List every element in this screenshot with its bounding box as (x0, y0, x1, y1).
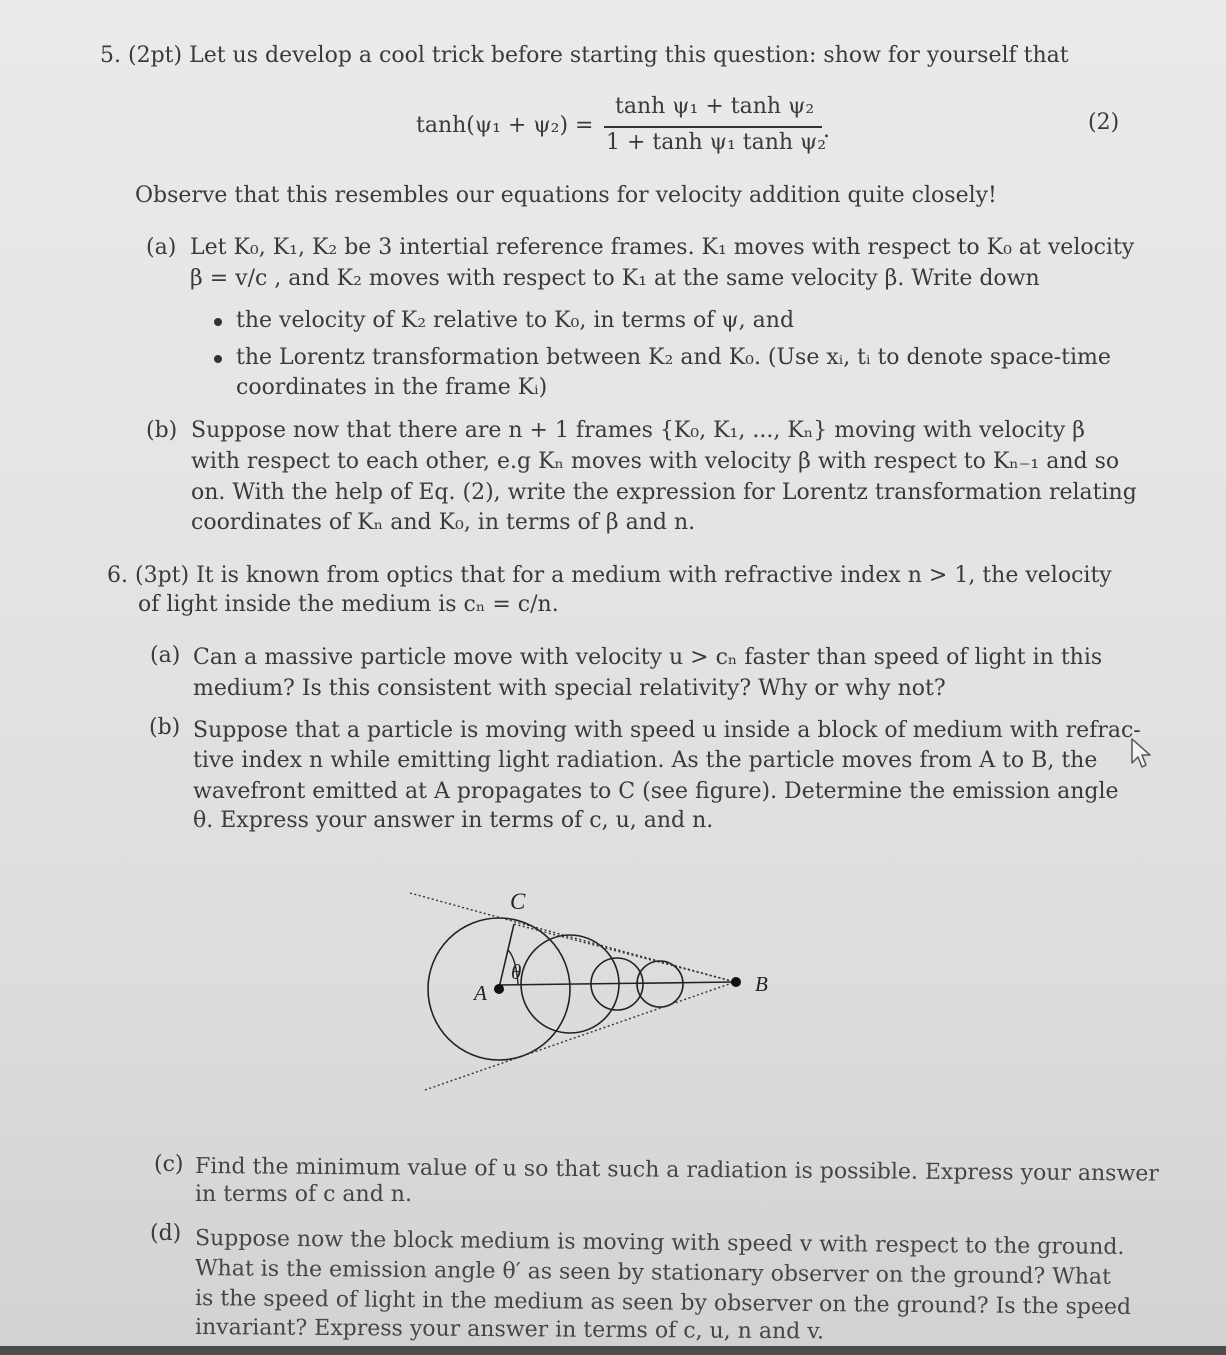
q6b-line2: tive index n while emitting light radiation. As the particle moves from A to B, the (193, 748, 1098, 773)
axis-line (499, 982, 735, 985)
lower-cone-line (425, 982, 735, 1090)
q6-intro-line1: It is known from optics that for a medium with refractive index n > 1, the velocity (196, 563, 1112, 588)
q5a-bullet-2-line2: coordinates in the frame Kᵢ) (236, 375, 548, 400)
eq2-fraction-bar (604, 126, 822, 128)
eq2-number: (2) (1088, 110, 1120, 135)
eq2-denominator: 1 + tanh ψ₁ tanh ψ₂ (606, 130, 827, 155)
cherenkov-figure (400, 878, 800, 1108)
q6-line1 (107, 561, 1112, 591)
mouse-cursor-icon (1130, 737, 1156, 771)
q6d-line4: invariant? Express your answer in terms of c, u, n and v. (194, 1315, 825, 1345)
label-a: A (474, 981, 487, 1005)
q5a-bullet-1: the velocity of K₂ relative to K₀, in terms of ψ, and (236, 308, 795, 333)
q6-number: 6. (107, 563, 128, 588)
q5a-bullet-1-dot (214, 318, 222, 326)
q6c-line2: in terms of c and n. (195, 1182, 412, 1207)
q5-points: (2pt) (128, 43, 183, 68)
q6a-line2: medium? Is this consistent with special relativity? Why or why not? (193, 676, 946, 701)
bottom-edge-bar (0, 1346, 1226, 1355)
q5-intro: Let us develop a cool trick before starting this question: show for yourself that (189, 43, 1069, 68)
q6a-label: (a) (150, 643, 181, 668)
eq2-lhs: tanh(ψ₁ + ψ₂) = (416, 113, 594, 138)
label-b: B (755, 972, 768, 996)
q5-number: 5. (100, 43, 121, 68)
q5b-line4: coordinates of Kₙ and K₀, in terms of β and n. (191, 510, 696, 535)
q5a-line1: Let K₀, K₁, K₂ be 3 intertial reference frames. K₁ moves with respect to K₀ at velocity (190, 235, 1135, 260)
q5-header (100, 41, 1069, 71)
q6d-line1: Suppose now the block medium is moving with speed v with respect to the ground. (194, 1226, 1125, 1260)
q6-line2: of light inside the medium is cₙ = c/n. (138, 592, 559, 617)
q6d-line2: What is the emission angle θ′ as seen by stationary observer on the ground? What (194, 1256, 1112, 1290)
point-b-dot (731, 977, 741, 987)
q5b-line2: with respect to each other, e.g Kₙ moves with velocity β with respect to Kₙ₋₁ and so (191, 449, 1120, 474)
point-a-dot (494, 984, 504, 994)
q6-points: (3pt) (135, 563, 190, 588)
wavefront-circle-4 (637, 961, 683, 1007)
q5a-bullet-2-dot (214, 355, 222, 363)
q6b-line4: θ. Express your answer in terms of c, u, and n. (193, 808, 714, 833)
q6d-label: (d) (150, 1221, 182, 1246)
q5b-label: (b) (146, 418, 178, 443)
q5a-label: (a) (146, 235, 177, 260)
q6b-line1: Suppose that a particle is moving with speed u inside a block of medium with refrac- (193, 718, 1141, 743)
q5-observe: Observe that this resembles our equations for velocity addition quite closely! (135, 183, 997, 208)
label-theta: θ (511, 960, 522, 984)
q5b-line3: on. With the help of Eq. (2), write the expression for Lorentz transformation relating (191, 480, 1137, 505)
q6b-line3: wavefront emitted at A propagates to C (see figure). Determine the emission angle (193, 779, 1119, 804)
label-c: C (510, 889, 526, 914)
upper-cone-line (410, 893, 735, 982)
q6d-line3: is the speed of light in the medium as seen by observer on the ground? Is the speed (194, 1286, 1132, 1320)
q5a-bullet-2-line1: the Lorentz transformation between K₂ and K₀. (Use xᵢ, tᵢ to denote space-time (236, 345, 1111, 370)
q5b-line1: Suppose now that there are n + 1 frames {K₀, K₁, ..., Kₙ} moving with velocity β (191, 418, 1086, 443)
eq2-period: . (823, 118, 830, 143)
q6b-label: (b) (149, 715, 181, 740)
q6a-line1: Can a massive particle move with velocity u > cₙ faster than speed of light in this (193, 645, 1103, 670)
q5a-line2: β = v/c , and K₂ moves with respect to K₁ at the same velocity β. Write down (190, 266, 1040, 291)
wavefront-c-to-b (514, 924, 735, 982)
q6c-label: (c) (154, 1152, 184, 1177)
eq2-numerator: tanh ψ₁ + tanh ψ₂ (615, 94, 815, 119)
q6c-line1: Find the minimum value of u so that such a radiation is possible. Express your answer (194, 1154, 1159, 1187)
